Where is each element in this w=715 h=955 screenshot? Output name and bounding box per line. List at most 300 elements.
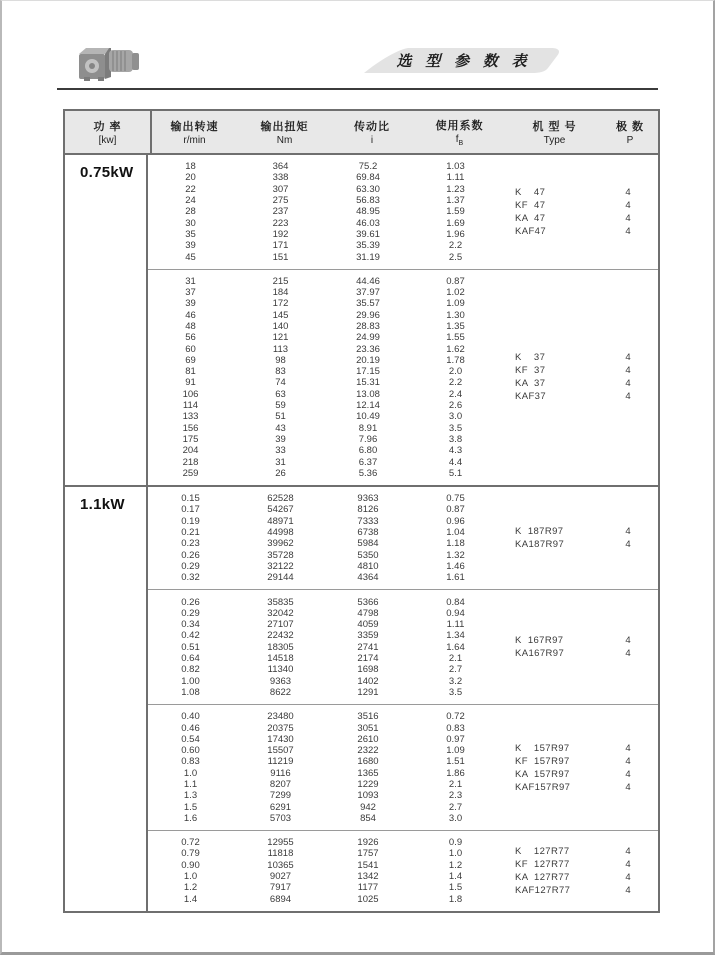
torque-value: 8207 bbox=[269, 778, 292, 790]
factor-value: 1.09 bbox=[446, 745, 465, 757]
table-header-row bbox=[65, 111, 658, 155]
header-rule bbox=[57, 88, 658, 90]
speed-value: 1.0 bbox=[183, 871, 198, 883]
model-poles: 4 bbox=[625, 781, 631, 793]
speed-value: 0.83 bbox=[181, 756, 200, 768]
torque-value: 121 bbox=[272, 332, 289, 344]
model-row bbox=[503, 212, 658, 225]
ratio-value: 7333 bbox=[357, 515, 379, 527]
torque-value: 83 bbox=[275, 366, 286, 378]
speed-value: 1.4 bbox=[183, 893, 198, 905]
ratio-value: 6.37 bbox=[358, 456, 378, 468]
ratio-value: 4059 bbox=[357, 619, 379, 631]
torque-value: 26 bbox=[275, 467, 286, 479]
data-block bbox=[148, 830, 658, 911]
model-row bbox=[503, 186, 658, 199]
model-list bbox=[503, 161, 658, 263]
ratio-value: 6.80 bbox=[358, 445, 378, 457]
rows-grid bbox=[148, 596, 503, 698]
model-list bbox=[503, 596, 658, 698]
torque-value: 32042 bbox=[267, 607, 294, 619]
torque-value: 18305 bbox=[267, 641, 294, 653]
ratio-value: 31.19 bbox=[356, 251, 380, 263]
speed-value: 24 bbox=[185, 195, 196, 207]
header-torque: 输出扭矩 Nm bbox=[260, 121, 309, 146]
ratio-value: 35.57 bbox=[356, 298, 380, 310]
torque-value: 11818 bbox=[267, 848, 294, 860]
model-row bbox=[503, 755, 658, 768]
torque-value: 54267 bbox=[267, 504, 294, 516]
torque-value: 223 bbox=[272, 217, 289, 229]
torque-value: 12955 bbox=[267, 837, 294, 849]
speed-value: 0.34 bbox=[181, 619, 200, 631]
ratio-value: 4810 bbox=[357, 560, 379, 572]
ratio-value: 1541 bbox=[357, 859, 379, 871]
torque-value: 10365 bbox=[267, 859, 294, 871]
speed-value: 35 bbox=[185, 228, 196, 240]
torque-value: 98 bbox=[275, 354, 286, 366]
torque-value: 14518 bbox=[267, 653, 294, 665]
speed-value: 0.29 bbox=[181, 607, 200, 619]
ratio-value: 39.61 bbox=[356, 228, 380, 240]
speed-value: 156 bbox=[182, 422, 199, 434]
speed-value: 259 bbox=[182, 467, 199, 479]
ratio-value: 1926 bbox=[357, 837, 379, 849]
factor-value: 0.84 bbox=[446, 596, 465, 608]
ratio-value: 5350 bbox=[357, 549, 379, 561]
torque-value: 43 bbox=[275, 422, 286, 434]
torque-value: 6291 bbox=[269, 801, 292, 813]
ratio-value: 17.15 bbox=[356, 366, 380, 378]
torque-value: 172 bbox=[272, 298, 289, 310]
ratio-value: 29.96 bbox=[356, 309, 380, 321]
speed-value: 0.26 bbox=[181, 596, 200, 608]
speed-value: 1.5 bbox=[183, 801, 198, 813]
ratio-value: 4798 bbox=[357, 607, 379, 619]
section-blocks bbox=[148, 487, 658, 911]
ratio-value: 15.31 bbox=[356, 377, 380, 389]
header-power: 功 率 [kw] bbox=[65, 111, 152, 153]
factor-value: 1.69 bbox=[446, 217, 465, 229]
model-poles: 4 bbox=[625, 871, 631, 883]
torque-value: 31 bbox=[275, 456, 286, 468]
factor-value: 3.5 bbox=[448, 422, 463, 434]
torque-value: 39962 bbox=[267, 538, 294, 550]
factor-value: 3.8 bbox=[448, 433, 463, 445]
speed-value: 106 bbox=[182, 388, 199, 400]
model-type: KAF37 bbox=[515, 391, 547, 403]
factor-value: 0.9 bbox=[448, 837, 463, 849]
torque-value: 11219 bbox=[267, 756, 294, 768]
model-row bbox=[503, 858, 658, 871]
torque-value: 22432 bbox=[267, 630, 294, 642]
ratio-value: 1177 bbox=[357, 882, 379, 894]
speed-value: 39 bbox=[185, 298, 196, 310]
model-row bbox=[503, 364, 658, 377]
factor-value: 2.2 bbox=[448, 377, 463, 389]
model-type: K 37 bbox=[515, 352, 546, 364]
section-blocks bbox=[148, 155, 658, 485]
factor-value: 1.4 bbox=[448, 871, 463, 883]
model-row bbox=[503, 351, 658, 364]
factor-value: 1.09 bbox=[446, 298, 465, 310]
factor-value: 1.8 bbox=[448, 893, 463, 905]
model-row bbox=[503, 871, 658, 884]
ratio-value: 2610 bbox=[357, 733, 379, 745]
model-poles: 4 bbox=[625, 845, 631, 857]
speed-value: 0.82 bbox=[181, 664, 200, 676]
header-ratio: 传动比 i bbox=[354, 121, 390, 146]
factor-value: 1.18 bbox=[446, 538, 465, 550]
model-row bbox=[503, 781, 658, 794]
torque-value: 5703 bbox=[269, 812, 292, 824]
torque-value: 151 bbox=[272, 251, 289, 263]
model-type: K 187R97 bbox=[515, 526, 564, 538]
model-poles: 4 bbox=[625, 391, 631, 403]
ratio-value: 4364 bbox=[357, 572, 379, 584]
ratio-value: 1698 bbox=[357, 664, 379, 676]
model-poles: 4 bbox=[625, 352, 631, 364]
factor-value: 1.03 bbox=[446, 161, 465, 173]
torque-value: 338 bbox=[272, 172, 289, 184]
torque-value: 215 bbox=[272, 275, 289, 287]
ratio-value: 24.99 bbox=[356, 332, 380, 344]
speed-value: 1.3 bbox=[183, 790, 198, 802]
torque-value: 35728 bbox=[267, 549, 294, 561]
ratio-value: 37.97 bbox=[356, 287, 380, 299]
ratio-value: 56.83 bbox=[356, 195, 380, 207]
torque-value: 33 bbox=[275, 445, 286, 457]
ratio-value: 9363 bbox=[357, 493, 379, 505]
speed-value: 1.6 bbox=[183, 812, 198, 824]
model-type: KA187R97 bbox=[515, 539, 565, 551]
speed-value: 0.40 bbox=[181, 711, 200, 723]
model-poles: 4 bbox=[625, 768, 631, 780]
ratio-value: 1093 bbox=[357, 790, 379, 802]
model-row bbox=[503, 525, 658, 538]
factor-value: 1.62 bbox=[446, 343, 465, 355]
torque-value: 29144 bbox=[267, 572, 294, 584]
ratio-value: 28.83 bbox=[356, 321, 380, 332]
rows-grid bbox=[148, 837, 503, 905]
page-title-banner bbox=[362, 46, 562, 74]
model-type: KF 47 bbox=[515, 199, 546, 211]
model-poles: 4 bbox=[625, 186, 631, 198]
ratio-value: 75.2 bbox=[358, 161, 378, 173]
model-poles: 4 bbox=[625, 365, 631, 377]
ratio-value: 8.91 bbox=[358, 422, 378, 434]
torque-value: 7917 bbox=[269, 882, 292, 894]
header-data-columns bbox=[152, 111, 658, 153]
factor-value: 2.7 bbox=[448, 801, 463, 813]
model-list bbox=[503, 276, 658, 479]
data-block bbox=[148, 269, 658, 485]
factor-value: 1.37 bbox=[446, 195, 465, 207]
model-type: K 157R97 bbox=[515, 742, 570, 754]
model-row bbox=[503, 845, 658, 858]
ratio-value: 13.08 bbox=[356, 388, 380, 400]
torque-value: 32122 bbox=[267, 560, 294, 572]
model-type: KF 37 bbox=[515, 365, 546, 377]
model-type: KF 157R97 bbox=[515, 755, 570, 767]
factor-value: 1.59 bbox=[446, 206, 465, 218]
ratio-value: 5366 bbox=[357, 596, 379, 608]
torque-value: 113 bbox=[272, 343, 289, 355]
speed-value: 48 bbox=[185, 321, 196, 332]
torque-value: 63 bbox=[275, 388, 286, 400]
ratio-value: 1291 bbox=[357, 686, 379, 698]
torque-value: 59 bbox=[275, 400, 286, 412]
speed-value: 114 bbox=[182, 400, 199, 412]
torque-value: 275 bbox=[272, 195, 289, 207]
ratio-value: 5984 bbox=[357, 538, 379, 550]
model-list bbox=[503, 711, 658, 824]
speed-value: 0.72 bbox=[181, 837, 200, 849]
factor-value: 1.64 bbox=[446, 641, 465, 653]
ratio-value: 46.03 bbox=[356, 217, 380, 229]
torque-value: 171 bbox=[272, 240, 289, 252]
torque-value: 145 bbox=[272, 309, 289, 321]
data-block bbox=[148, 487, 658, 589]
rows-grid bbox=[148, 493, 503, 583]
header-speed: 输出转速 r/min bbox=[170, 121, 219, 146]
speed-value: 218 bbox=[182, 456, 199, 468]
model-row bbox=[503, 742, 658, 755]
ratio-value: 1757 bbox=[357, 848, 379, 860]
model-type: KA 127R77 bbox=[515, 871, 570, 883]
rows-grid bbox=[148, 711, 503, 824]
torque-value: 11340 bbox=[267, 664, 294, 676]
speed-value: 30 bbox=[185, 217, 196, 229]
ratio-value: 48.95 bbox=[356, 206, 380, 218]
factor-value: 1.11 bbox=[446, 619, 465, 631]
torque-value: 17430 bbox=[267, 733, 294, 745]
torque-value: 23480 bbox=[267, 711, 294, 723]
header-poles: 极 数 P bbox=[615, 121, 645, 146]
factor-value: 2.0 bbox=[448, 366, 463, 378]
gearmotor-logo-icon bbox=[76, 41, 146, 85]
speed-value: 0.60 bbox=[181, 745, 200, 757]
factor-value: 1.11 bbox=[446, 172, 465, 184]
factor-value: 2.1 bbox=[448, 778, 463, 790]
factor-value: 1.5 bbox=[448, 882, 463, 894]
speed-value: 46 bbox=[185, 309, 196, 321]
ratio-value: 5.36 bbox=[358, 467, 378, 479]
speed-value: 0.64 bbox=[181, 653, 200, 665]
ratio-value: 2741 bbox=[357, 641, 379, 653]
model-row bbox=[503, 884, 658, 897]
factor-value: 1.30 bbox=[446, 309, 465, 321]
ratio-value: 63.30 bbox=[356, 183, 380, 195]
model-type: KA 157R97 bbox=[515, 768, 570, 780]
torque-value: 62528 bbox=[267, 493, 294, 505]
model-row bbox=[503, 538, 658, 551]
speed-value: 0.19 bbox=[181, 515, 200, 527]
speed-value: 1.1 bbox=[183, 778, 198, 790]
ratio-value: 1365 bbox=[357, 767, 379, 779]
speed-value: 0.90 bbox=[181, 859, 200, 871]
speed-value: 0.29 bbox=[181, 560, 200, 572]
ratio-value: 69.84 bbox=[356, 172, 380, 184]
torque-value: 140 bbox=[272, 321, 289, 332]
speed-value: 45 bbox=[185, 251, 196, 263]
ratio-value: 3359 bbox=[357, 630, 379, 642]
model-poles: 4 bbox=[625, 199, 631, 211]
model-row bbox=[503, 377, 658, 390]
speed-value: 1.08 bbox=[181, 686, 200, 698]
factor-value: 2.2 bbox=[448, 240, 463, 252]
speed-value: 0.79 bbox=[181, 848, 200, 860]
ratio-value: 8126 bbox=[357, 504, 379, 516]
speed-value: 0.23 bbox=[181, 538, 200, 550]
factor-value: 1.61 bbox=[446, 572, 465, 584]
header-type: 机 型 号 Type bbox=[532, 121, 577, 146]
model-type: KA 47 bbox=[515, 212, 546, 224]
speed-value: 69 bbox=[185, 354, 196, 366]
model-poles: 4 bbox=[625, 539, 631, 551]
model-type: KF 127R77 bbox=[515, 858, 570, 870]
model-row bbox=[503, 768, 658, 781]
factor-value: 3.0 bbox=[448, 411, 463, 423]
factor-value: 2.3 bbox=[448, 790, 463, 802]
factor-value: 0.94 bbox=[446, 607, 465, 619]
model-list bbox=[503, 493, 658, 583]
torque-value: 8622 bbox=[269, 686, 292, 698]
ratio-value: 6738 bbox=[357, 527, 379, 539]
speed-value: 0.42 bbox=[181, 630, 200, 642]
factor-value: 1.2 bbox=[448, 859, 463, 871]
power-label: 0.75kW bbox=[65, 155, 148, 485]
data-block bbox=[148, 589, 658, 704]
ratio-value: 35.39 bbox=[356, 240, 380, 252]
model-type: K 127R77 bbox=[515, 845, 570, 857]
speed-value: 20 bbox=[185, 172, 196, 184]
speed-value: 39 bbox=[185, 240, 196, 252]
factor-value: 2.4 bbox=[448, 388, 463, 400]
factor-value: 0.75 bbox=[446, 493, 465, 505]
header-service-factor: 使用系数 $f_B$ bbox=[435, 120, 484, 147]
ratio-value: 1342 bbox=[357, 871, 379, 883]
ratio-value: 7.96 bbox=[358, 433, 378, 445]
model-poles: 4 bbox=[625, 884, 631, 896]
selection-table bbox=[63, 109, 660, 913]
torque-value: 184 bbox=[272, 287, 289, 299]
factor-value: 1.46 bbox=[446, 560, 465, 572]
torque-value: 9027 bbox=[269, 871, 292, 883]
ratio-value: 1229 bbox=[357, 778, 379, 790]
speed-value: 91 bbox=[185, 377, 196, 389]
speed-value: 60 bbox=[185, 343, 196, 355]
factor-value: 1.34 bbox=[446, 630, 465, 642]
ratio-value: 20.19 bbox=[356, 354, 380, 366]
speed-value: 204 bbox=[182, 445, 199, 457]
torque-value: 39 bbox=[275, 433, 286, 445]
ratio-value: 1680 bbox=[357, 756, 379, 768]
speed-value: 133 bbox=[182, 411, 199, 423]
rows-grid bbox=[148, 276, 503, 479]
factor-value: 2.1 bbox=[448, 653, 463, 665]
factor-value: 1.0 bbox=[448, 848, 463, 860]
torque-value: 9363 bbox=[269, 675, 292, 687]
model-poles: 4 bbox=[625, 526, 631, 538]
model-type: K 167R97 bbox=[515, 635, 564, 647]
factor-value: 1.02 bbox=[446, 287, 465, 299]
speed-value: 0.46 bbox=[181, 722, 200, 734]
torque-value: 364 bbox=[272, 161, 289, 173]
speed-value: 31 bbox=[185, 275, 196, 287]
model-type: KA167R97 bbox=[515, 648, 565, 660]
torque-value: 20375 bbox=[267, 722, 294, 734]
ratio-value: 1025 bbox=[357, 893, 379, 905]
model-poles: 4 bbox=[625, 755, 631, 767]
model-type: KAF47 bbox=[515, 225, 547, 237]
factor-value: 3.5 bbox=[448, 686, 463, 698]
speed-value: 175 bbox=[182, 433, 199, 445]
model-type: KAF127R77 bbox=[515, 884, 571, 896]
torque-value: 74 bbox=[275, 377, 286, 389]
factor-value: 1.04 bbox=[446, 527, 465, 539]
data-block bbox=[148, 155, 658, 269]
factor-value: 2.5 bbox=[448, 251, 463, 263]
factor-value: 0.96 bbox=[446, 515, 465, 527]
ratio-value: 942 bbox=[360, 801, 376, 813]
factor-value: 2.7 bbox=[448, 664, 463, 676]
factor-value: 1.35 bbox=[446, 321, 465, 332]
torque-value: 27107 bbox=[267, 619, 294, 631]
factor-value: 5.1 bbox=[448, 467, 463, 479]
ratio-value: 2174 bbox=[357, 653, 379, 665]
table-body bbox=[65, 155, 658, 911]
torque-value: 35835 bbox=[267, 596, 294, 608]
torque-value: 51 bbox=[275, 411, 286, 423]
speed-value: 37 bbox=[185, 287, 196, 299]
factor-value: 3.2 bbox=[448, 675, 463, 687]
speed-value: 0.15 bbox=[181, 493, 200, 505]
ratio-value: 3051 bbox=[357, 722, 379, 734]
model-type: KAF157R97 bbox=[515, 781, 571, 793]
model-type: KA 37 bbox=[515, 378, 546, 390]
speed-value: 18 bbox=[185, 161, 196, 173]
torque-value: 48971 bbox=[267, 515, 294, 527]
ratio-value: 2322 bbox=[357, 745, 379, 757]
model-row bbox=[503, 634, 658, 647]
speed-value: 0.32 bbox=[181, 572, 200, 584]
torque-value: 307 bbox=[272, 183, 289, 195]
torque-value: 44998 bbox=[267, 527, 294, 539]
model-poles: 4 bbox=[625, 212, 631, 224]
page-title: 选 型 参 数 表 bbox=[396, 53, 532, 70]
model-list bbox=[503, 837, 658, 905]
factor-value: 4.3 bbox=[448, 445, 463, 457]
ratio-value: 3516 bbox=[357, 711, 379, 723]
factor-value: 0.83 bbox=[446, 722, 465, 734]
factor-value: 0.87 bbox=[446, 275, 465, 287]
factor-value: 1.51 bbox=[446, 756, 465, 768]
torque-value: 192 bbox=[272, 228, 289, 240]
factor-value: 0.72 bbox=[446, 711, 465, 723]
torque-value: 15507 bbox=[267, 745, 294, 757]
speed-value: 0.51 bbox=[181, 641, 200, 653]
power-label: 1.1kW bbox=[65, 487, 148, 911]
speed-value: 0.21 bbox=[181, 527, 200, 539]
model-poles: 4 bbox=[625, 635, 631, 647]
speed-value: 28 bbox=[185, 206, 196, 218]
factor-value: 1.23 bbox=[446, 183, 465, 195]
torque-value: 7299 bbox=[269, 790, 292, 802]
factor-value: 1.78 bbox=[446, 354, 465, 366]
model-poles: 4 bbox=[625, 225, 631, 237]
speed-value: 22 bbox=[185, 183, 196, 195]
